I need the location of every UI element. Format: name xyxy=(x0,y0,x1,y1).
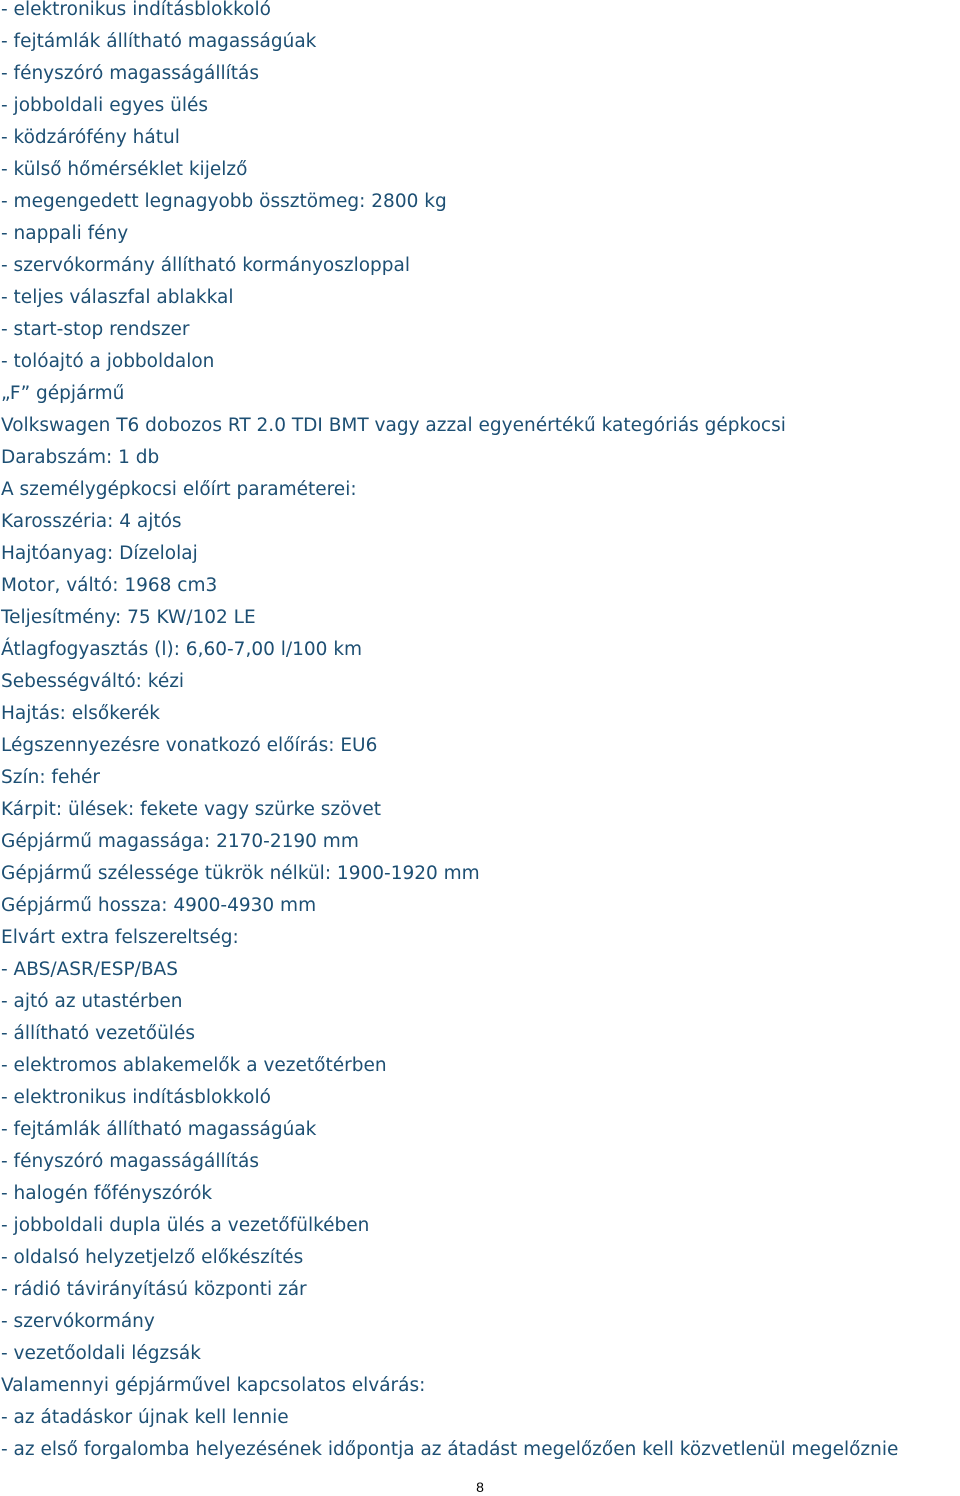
text-line: - fejtámlák állítható magasságúak xyxy=(1,31,317,52)
text-line: - tolóajtó a jobboldalon xyxy=(1,351,215,372)
text-line: - külső hőmérséklet kijelző xyxy=(1,159,248,180)
text-line: - jobboldali dupla ülés a vezetőfülkében xyxy=(1,1215,370,1236)
text-line: - start-stop rendszer xyxy=(1,319,190,340)
text-line: Teljesítmény: 75 KW/102 LE xyxy=(1,607,256,628)
text-line: - elektronikus indításblokkoló xyxy=(1,1087,271,1108)
text-line: - állítható vezetőülés xyxy=(1,1023,195,1044)
text-line: - az első forgalomba helyezésének időpontja az átadást megelőzően kell közvetlenül megelőznie xyxy=(1,1439,899,1460)
text-line: - szervókormány állítható kormányoszloppal xyxy=(1,255,411,276)
text-line: - vezetőoldali légzsák xyxy=(1,1343,201,1364)
text-line: - megengedett legnagyobb össztömeg: 2800 kg xyxy=(1,191,447,212)
text-line: Hajtás: elsőkerék xyxy=(1,703,160,724)
text-line: - fényszóró magasságállítás xyxy=(1,1151,259,1172)
text-line: Valamennyi gépjárművel kapcsolatos elvárás: xyxy=(1,1375,426,1396)
text-line: Sebességváltó: kézi xyxy=(1,671,185,692)
text-line: Gépjármű hossza: 4900-4930 mm xyxy=(1,895,317,916)
text-line: Elvárt extra felszereltség: xyxy=(1,927,239,948)
page-number: 8 xyxy=(476,1479,484,1495)
text-line: Gépjármű szélessége tükrök nélkül: 1900-1920 mm xyxy=(1,863,480,884)
text-line: Szín: fehér xyxy=(1,767,101,788)
text-line: - halogén főfényszórók xyxy=(1,1183,213,1204)
text-line: - ABS/ASR/ESP/BAS xyxy=(1,959,178,980)
text-line: Hajtóanyag: Dízelolaj xyxy=(1,543,198,564)
text-line: Gépjármű magassága: 2170-2190 mm xyxy=(1,831,359,852)
document-text-block xyxy=(1,0,960,1466)
text-line: - nappali fény xyxy=(1,223,129,244)
text-line: Légszennyezésre vonatkozó előírás: EU6 xyxy=(1,735,378,756)
text-line: - elektronikus indításblokkoló xyxy=(1,0,271,20)
text-line: Motor, váltó: 1968 cm3 xyxy=(1,575,218,596)
text-line: - fényszóró magasságállítás xyxy=(1,63,259,84)
text-line: - oldalsó helyzetjelző előkészítés xyxy=(1,1247,304,1268)
section-heading: „F” gépjármű xyxy=(1,383,125,404)
text-line: - rádió távirányítású központi zár xyxy=(1,1279,307,1300)
text-line: - fejtámlák állítható magasságúak xyxy=(1,1119,317,1140)
text-line: A személygépkocsi előírt paraméterei: xyxy=(1,479,357,500)
text-line: - ködzárófény hátul xyxy=(1,127,180,148)
text-line: Karosszéria: 4 ajtós xyxy=(1,511,182,532)
text-line: Kárpit: ülések: fekete vagy szürke szövet xyxy=(1,799,382,820)
text-line: - elektromos ablakemelők a vezetőtérben xyxy=(1,1055,387,1076)
text-line: - teljes válaszfal ablakkal xyxy=(1,287,234,308)
text-line: - szervókormány xyxy=(1,1311,155,1332)
text-line: - az átadáskor újnak kell lennie xyxy=(1,1407,289,1428)
text-line: Darabszám: 1 db xyxy=(1,447,160,468)
text-line: Átlagfogyasztás (l): 6,60-7,00 l/100 km xyxy=(1,639,363,660)
text-line: - ajtó az utastérben xyxy=(1,991,183,1012)
vehicle-model-line: Volkswagen T6 dobozos RT 2.0 TDI BMT vagy azzal egyenértékű kategóriás gépkocsi xyxy=(1,415,786,436)
text-line: - jobboldali egyes ülés xyxy=(1,95,209,116)
